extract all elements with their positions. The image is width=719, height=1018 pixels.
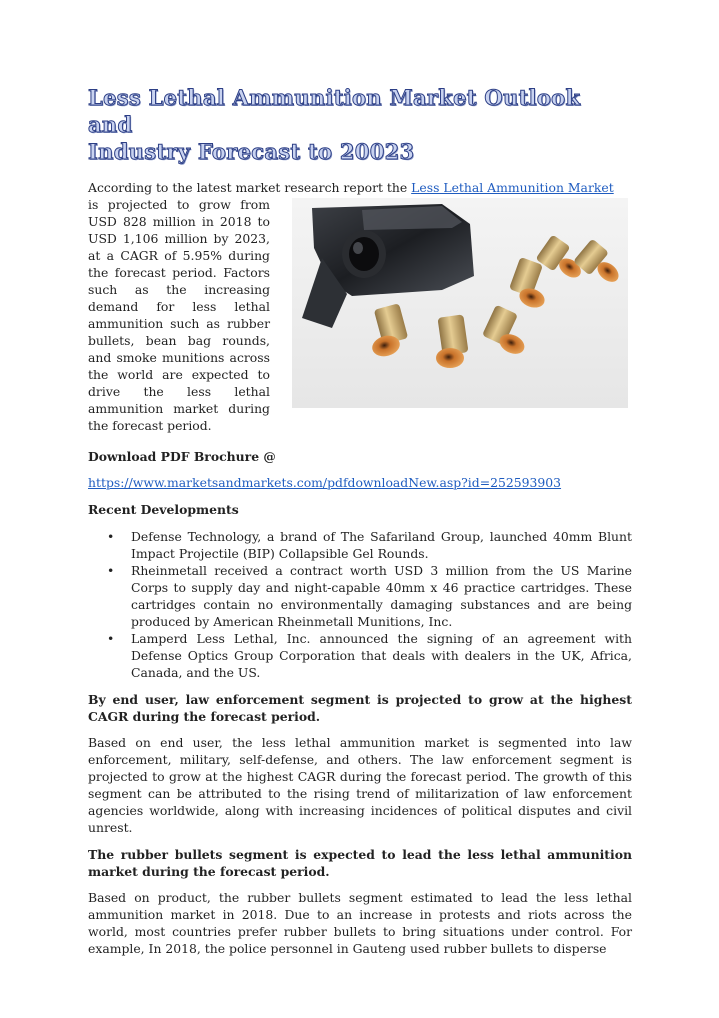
bullet-icon: •: [107, 563, 115, 578]
intro-first-line: [88, 179, 632, 196]
end-user-heading: By end user, law enforcement segment is projected to grow at the highest CAGR during the forecast period.: [88, 692, 632, 724]
market-report-link[interactable]: Less Lethal Ammunition Market: [411, 180, 614, 195]
list-item-text: Rheinmetall received a contract worth USD 3 million from the US Marine Corps to supply day and night-capable 40mm x 46 practice cartridges. These cartridges contain no environmentally damaging substances and are being produced by American Rheinmetall Munitions, Inc.: [131, 563, 632, 629]
recent-developments-list: [88, 528, 632, 681]
list-item-text: Defense Technology, a brand of The Safariland Group, launched 40mm Blunt Impact Projectile (BIP) Collapsible Gel Rounds.: [131, 529, 632, 561]
pdf-download-link[interactable]: https://www.marketsandmarkets.com/pdfdownloadNew.asp?id=252593903: [88, 475, 562, 490]
intro-paragraph: is projected to grow from USD 828 million in 2018 to USD 1,106 million by 2023, at a CAGR of 5.95% during the forecast period. Factors such as the increasing demand for less lethal ammunition such as rubber bullets, bean bag rounds, and smoke munitions across the world are expected to drive the less lethal ammunition market during the forecast period.: [88, 197, 270, 433]
intro-with-image: [88, 196, 632, 434]
download-heading: Download PDF Brochure @: [88, 449, 276, 464]
document-title: [88, 84, 632, 165]
intro-lead-text: According to the latest market research report the: [88, 180, 412, 195]
recent-developments-heading: Recent Developments: [88, 502, 239, 517]
download-link-line: [88, 474, 632, 491]
list-item: [88, 630, 632, 681]
list-item: [88, 562, 632, 630]
rubber-bullets-heading: The rubber bullets segment is expected to lead the less lethal ammunition market during the forecast period.: [88, 847, 632, 879]
rubber-bullets-paragraph: Based on product, the rubber bullets segment estimated to lead the less lethal ammunition market in 2018. Due to an increase in protests and riots across the world, most countries prefer rubber bullets to bring situations under control. For example, In 2018, the police personnel in Gauteng used rubber bullets to disperse: [88, 890, 632, 956]
document-page: [88, 84, 632, 957]
list-item: [88, 528, 632, 562]
end-user-paragraph: Based on end user, the less lethal ammunition market is segmented into law enforcement, military, self-defense, and others. The law enforcement segment is projected to grow at the highest CAGR during the forecast period. The growth of this segment can be attributed to the rising trend of militarization of law enforcement agencies worldwide, along with increasing incidences of political disputes and civil unrest.: [88, 735, 632, 835]
bullet-icon: •: [107, 631, 115, 646]
title-line-2: Industry Forecast to 20023: [88, 139, 415, 164]
bullet-icon: •: [107, 529, 115, 544]
title-line-1: Less Lethal Ammunition Market Outlook and: [88, 85, 581, 137]
list-item-text: Lamperd Less Lethal, Inc. announced the signing of an agreement with Defense Optics Group Corporation that deals with dealers in the UK, Africa, Canada, and the US.: [131, 631, 632, 680]
handgun-and-bullets-photo: [292, 198, 628, 408]
